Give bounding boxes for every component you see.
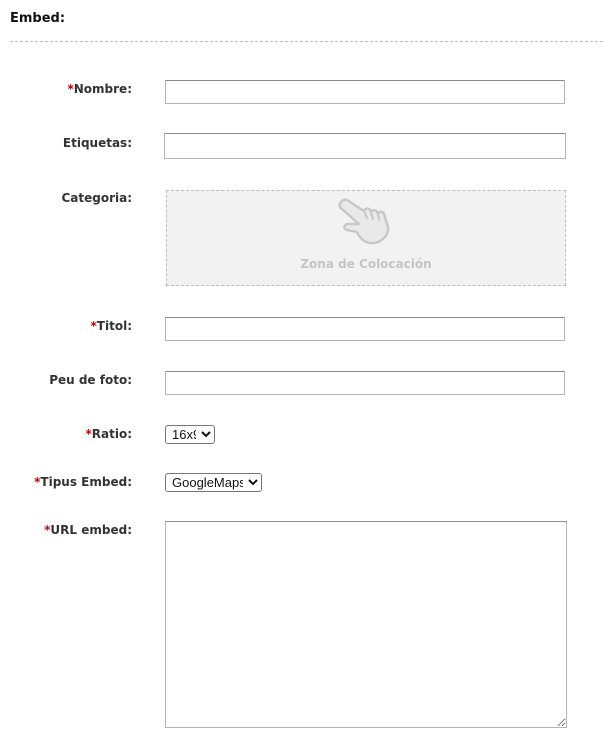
tipus-embed-label [34, 475, 132, 489]
nombre-input[interactable] [165, 80, 565, 104]
etiquetas-input[interactable] [164, 133, 566, 159]
section-title: Embed: [10, 11, 66, 26]
dropzone-text: Zona de Colocación [300, 257, 432, 271]
tipus-embed-label-text: Tipus Embed: [40, 475, 132, 489]
url-embed-label [44, 523, 132, 537]
required-marker: * [90, 319, 97, 333]
required-marker: * [67, 82, 74, 96]
ratio-label-text: Ratio: [91, 427, 132, 441]
required-marker: * [34, 475, 41, 489]
required-marker: * [85, 427, 92, 441]
peu-de-foto-label: Peu de foto: [49, 373, 132, 387]
peu-de-foto-input[interactable] [165, 371, 565, 395]
titol-input[interactable] [165, 317, 565, 341]
url-embed-textarea[interactable] [165, 521, 567, 728]
ratio-select[interactable] [165, 425, 215, 444]
ratio-label [85, 427, 132, 441]
required-marker: * [44, 523, 51, 537]
titol-label [91, 319, 132, 333]
nombre-label [67, 82, 132, 96]
categoria-label: Categoria: [61, 191, 132, 205]
nombre-label-text: Nombre: [73, 82, 132, 96]
section-divider [10, 41, 603, 42]
etiquetas-label: Etiquetas: [62, 136, 132, 150]
url-embed-label-text: URL embed: [50, 523, 132, 537]
drag-hand-icon [334, 197, 396, 247]
categoria-dropzone[interactable] [166, 190, 566, 286]
titol-label-text: Titol: [96, 319, 132, 333]
tipus-embed-select[interactable] [165, 473, 262, 492]
